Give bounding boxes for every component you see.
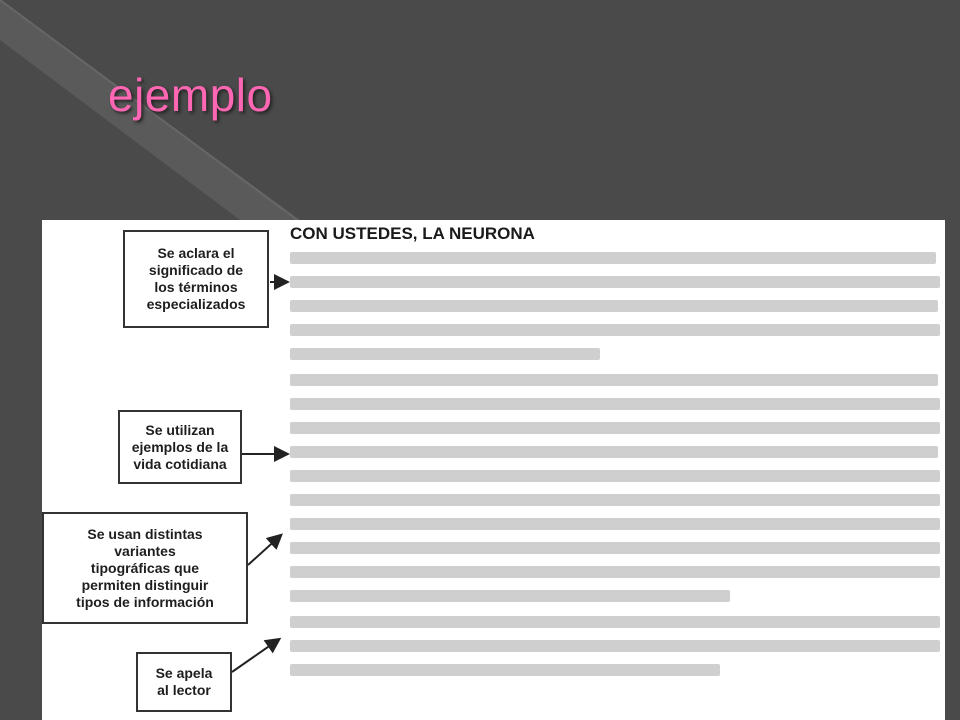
note-line: tipográficas que xyxy=(90,559,200,576)
text-placeholder xyxy=(290,422,940,434)
note-line: ejemplos de la xyxy=(131,438,229,455)
article-heading: CON USTEDES, LA NEURONA xyxy=(290,224,535,243)
text-placeholder xyxy=(290,300,938,312)
text-placeholder xyxy=(290,398,940,410)
text-placeholder xyxy=(290,494,940,506)
neurona-figure xyxy=(42,220,945,720)
text-placeholder xyxy=(290,640,940,652)
text-placeholder xyxy=(290,348,600,360)
note-line: los términos xyxy=(154,279,238,295)
note-line: significado de xyxy=(148,262,244,278)
text-placeholder xyxy=(290,276,940,288)
note-line: al lector xyxy=(157,682,211,698)
article-text xyxy=(286,220,945,720)
text-placeholder xyxy=(290,664,720,676)
note-line: Se utilizan xyxy=(145,421,215,438)
text-placeholder xyxy=(290,374,938,386)
text-placeholder xyxy=(290,324,940,336)
note-line: vida cotidiana xyxy=(133,455,227,472)
note-line: especializados xyxy=(146,296,246,312)
note-line: Se aclara el xyxy=(157,245,235,261)
note-line: permiten distinguir xyxy=(81,576,209,593)
arrow-tipografia xyxy=(248,536,280,565)
text-placeholder xyxy=(290,566,940,578)
text-placeholder xyxy=(290,590,730,602)
note-line: Se apela xyxy=(155,665,213,681)
text-placeholder xyxy=(290,446,938,458)
text-placeholder xyxy=(290,616,940,628)
text-placeholder xyxy=(290,470,940,482)
text-placeholder xyxy=(290,252,936,264)
slide-title: ejemplo xyxy=(108,69,273,121)
arrow-lector xyxy=(232,640,278,672)
text-placeholder xyxy=(290,518,940,530)
text-placeholder xyxy=(290,542,940,554)
note-line: tipos de información xyxy=(76,593,214,610)
note-line: variantes xyxy=(114,542,176,559)
note-line: Se usan distintas xyxy=(87,525,203,542)
